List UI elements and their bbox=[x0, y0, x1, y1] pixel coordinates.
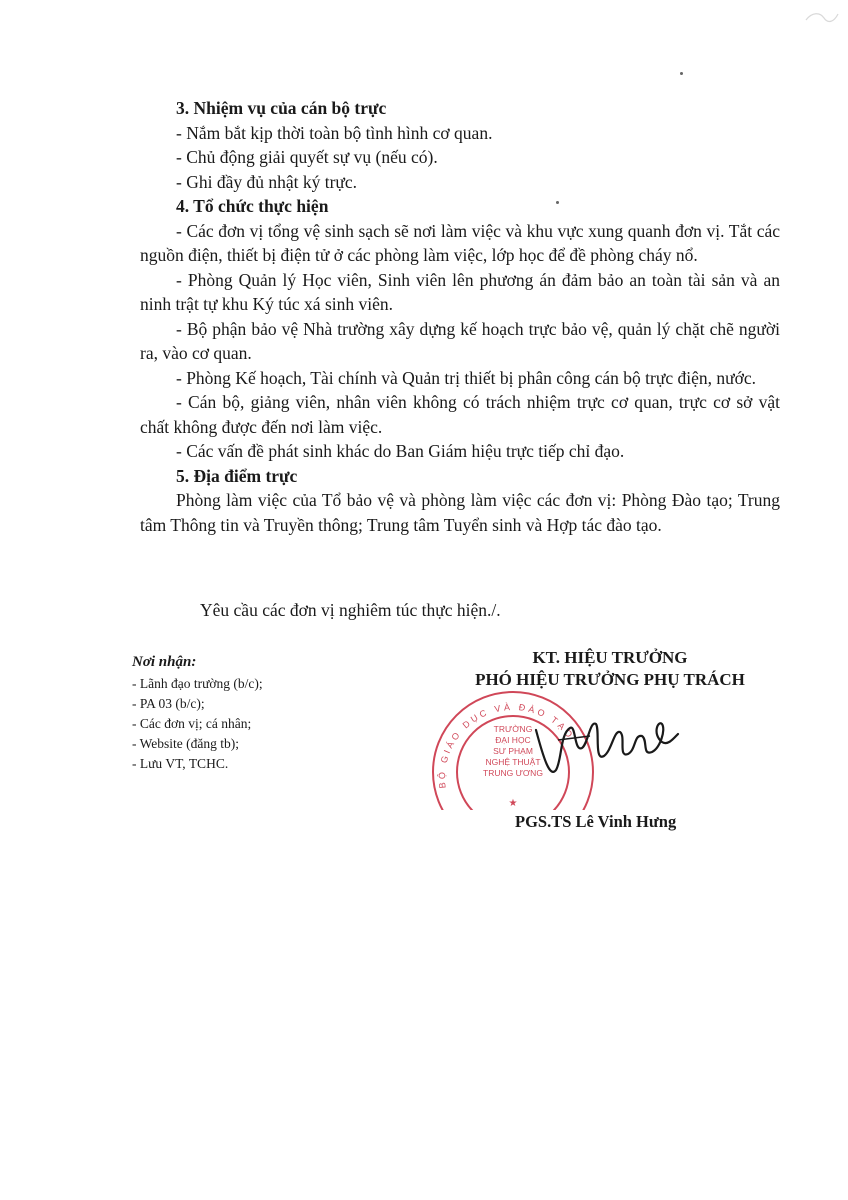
svg-text:ĐẠI HỌC: ĐẠI HỌC bbox=[495, 735, 531, 745]
recipient-item: - PA 03 (b/c); bbox=[132, 696, 205, 711]
svg-text:SƯ PHẠM: SƯ PHẠM bbox=[493, 746, 533, 756]
scan-corner-mark-icon bbox=[802, 8, 842, 26]
section-4-paragraph: - Các vấn đề phát sinh khác do Ban Giám hiệu trực tiếp chỉ đạo. bbox=[176, 441, 625, 461]
document-body bbox=[140, 96, 780, 537]
section-5-heading: 5. Địa điểm trực bbox=[176, 465, 298, 486]
signer-title: KT. HIỆU TRƯỞNG bbox=[532, 648, 688, 667]
svg-text:TRUNG ƯƠNG: TRUNG ƯƠNG bbox=[483, 768, 543, 778]
svg-text:TRƯỜNG: TRƯỜNG bbox=[493, 724, 533, 734]
recipient-item: - Các đơn vị; cá nhân; bbox=[132, 716, 252, 731]
closing-line: Yêu cầu các đơn vị nghiêm túc thực hiện./. bbox=[200, 600, 501, 620]
recipient-item: - Lưu VT, TCHC. bbox=[132, 756, 229, 771]
section-4-paragraph: - Các đơn vị tổng vệ sinh sạch sẽ nơi làm việc và khu vực xung quanh đơn vị. Tắt các nguồn điện, thiết bị điện tử ở các phòng làm việc, lớp học để đề phòng cháy nổ. bbox=[140, 220, 780, 265]
svg-text:BỘ GIÁO DỤC VÀ ĐÀO TẠO: BỘ GIÁO DỤC VÀ ĐÀO TẠO bbox=[436, 701, 577, 789]
section-4-paragraph: - Phòng Quản lý Học viên, Sinh viên lên phương án đảm bảo an toàn tài sản và an ninh trật tự khu Ký túc xá sinh viên. bbox=[140, 269, 780, 314]
section-3-heading: 3. Nhiệm vụ của cán bộ trực bbox=[176, 98, 387, 118]
scan-dot bbox=[680, 72, 683, 75]
recipients-block bbox=[132, 652, 263, 774]
recipient-item: - Website (đăng tb); bbox=[132, 736, 240, 751]
section-5-paragraph: Phòng làm việc của Tổ bảo vệ và phòng làm việc các đơn vị: Phòng Đào tạo; Trung tâm Thông tin và Truyền thông; Trung tâm Tuyển sinh và Hợp tác đào tạo. bbox=[140, 490, 780, 535]
svg-text:★: ★ bbox=[508, 798, 518, 809]
signer-name: PGS.TS Lê Vinh Hưng bbox=[515, 812, 677, 831]
svg-text:NGHỆ THUẬT: NGHỆ THUẬT bbox=[485, 757, 541, 767]
section-3-item: - Nắm bắt kịp thời toàn bộ tình hình cơ quan. bbox=[176, 122, 493, 143]
section-4-paragraph: - Phòng Kế hoạch, Tài chính và Quản trị thiết bị phân công cán bộ trực điện, nước. bbox=[176, 367, 756, 388]
section-4-paragraph: - Bộ phận bảo vệ Nhà trường xây dựng kế hoạch trực bảo vệ, quản lý chặt chẽ người ra, vào cơ quan. bbox=[140, 318, 780, 363]
section-4-heading: 4. Tổ chức thực hiện bbox=[176, 196, 329, 216]
section-3-item: - Ghi đầy đủ nhật ký trực. bbox=[176, 171, 358, 192]
handwritten-signature-icon bbox=[530, 700, 680, 790]
recipient-item: - Lãnh đạo trường (b/c); bbox=[132, 676, 263, 691]
signer-position: PHÓ HIỆU TRƯỞNG PHỤ TRÁCH bbox=[475, 670, 745, 689]
section-3-item: - Chủ động giải quyết sự vụ (nếu có). bbox=[176, 147, 438, 167]
recipients-title: Nơi nhận: bbox=[132, 654, 197, 670]
section-4-paragraph: - Cán bộ, giảng viên, nhân viên không có trách nhiệm trực cơ quan, trực cơ sở vật chất không được đến nơi làm việc. bbox=[140, 392, 780, 437]
